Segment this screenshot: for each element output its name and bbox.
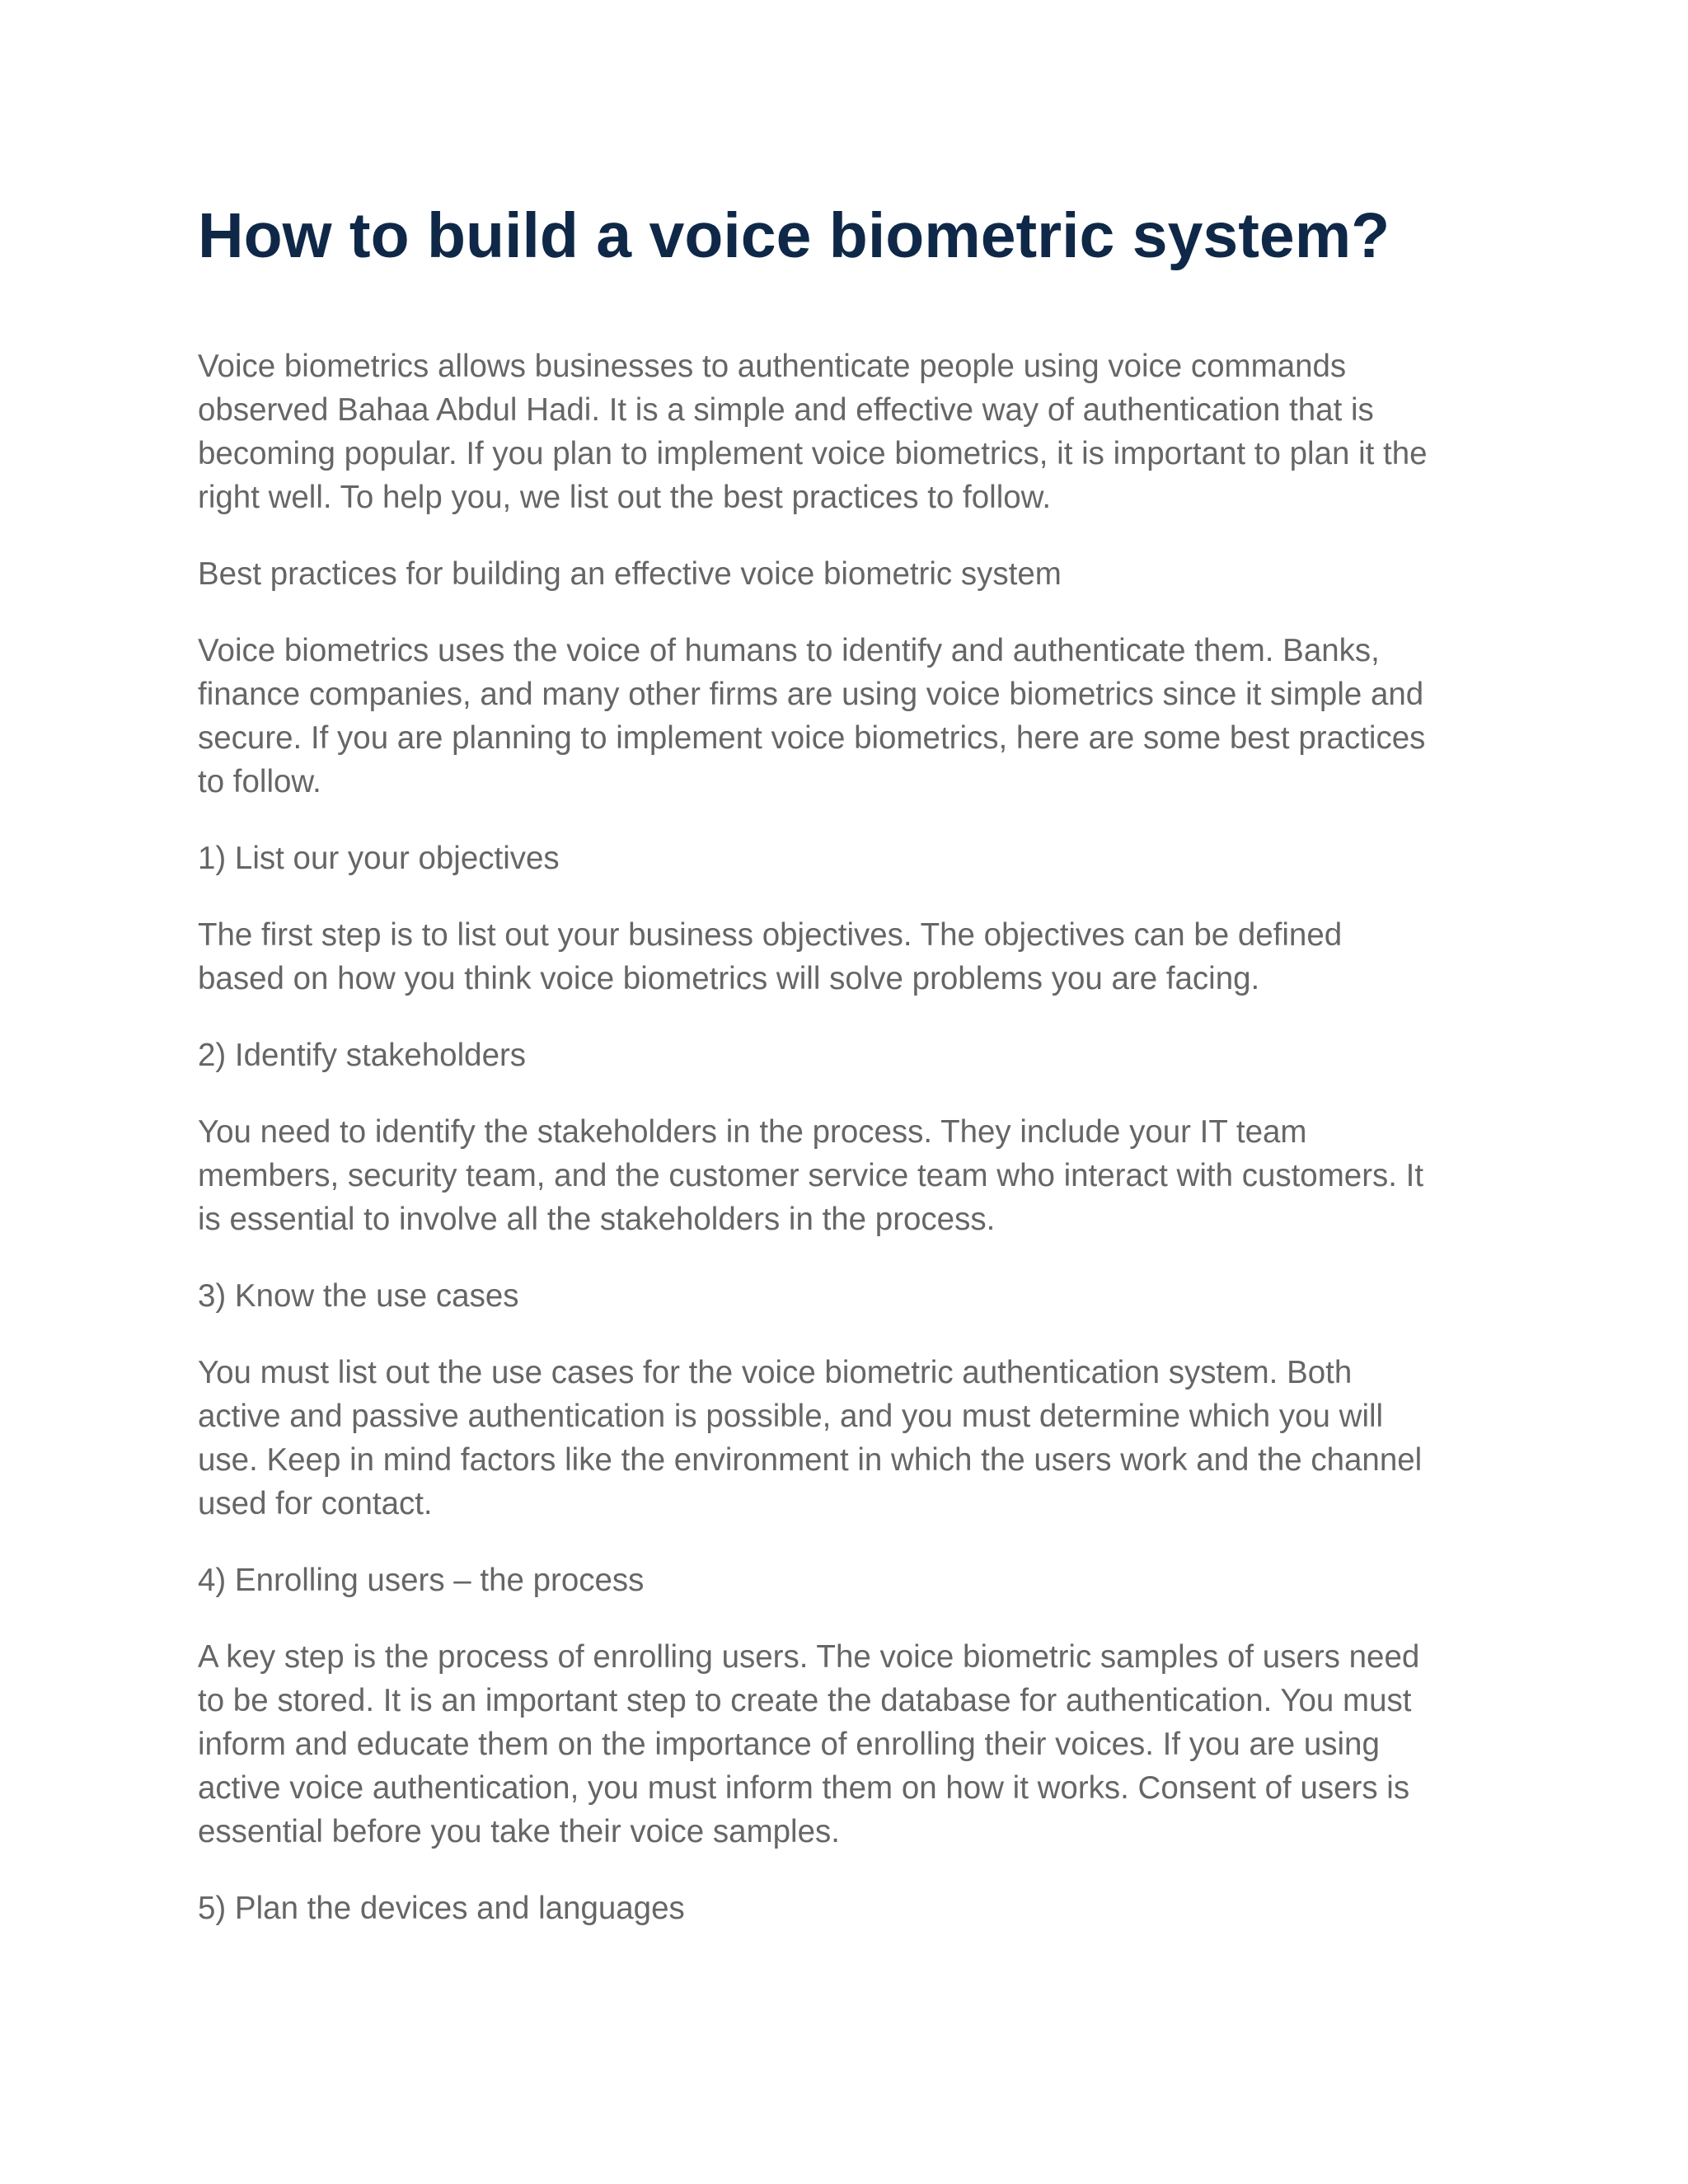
step-2-line: members, security team, and the customer service team who interact with customers. It — [198, 1158, 1424, 1193]
step-3-line: active and passive authentication is possible, and you must determine which you will — [198, 1399, 1384, 1434]
best-practices-line: finance companies, and many other firms are using voice biometrics since it simple and — [198, 677, 1424, 712]
best-practices-paragraph — [198, 629, 1484, 804]
step-4-line: inform and educate them on the importance of enrolling their voices. If you are using — [198, 1727, 1380, 1762]
best-practices-line: secure. If you are planning to implement voice biometrics, here are some best practices — [198, 720, 1426, 756]
step-1-heading: 1) List our your objectives — [198, 841, 560, 876]
step-2-line: You need to identify the stakeholders in the process. They include your IT team — [198, 1114, 1307, 1150]
step-5-heading: 5) Plan the devices and languages — [198, 1891, 685, 1926]
step-2-line: is essential to involve all the stakeholders in the process. — [198, 1202, 996, 1237]
best-practices-line: to follow. — [198, 764, 321, 799]
step-3-line: use. Keep in mind factors like the environment in which the users work and the channel — [198, 1442, 1423, 1478]
step-1-paragraph — [198, 913, 1484, 1001]
intro-line: right well. To help you, we list out the best practices to follow. — [198, 480, 1052, 515]
intro-line: Voice biometrics allows businesses to authenticate people using voice commands — [198, 349, 1347, 384]
document-body — [198, 344, 1484, 1930]
step-3-paragraph — [198, 1351, 1484, 1526]
document-title: How to build a voice biometric system? — [198, 200, 1390, 271]
intro-paragraph — [198, 344, 1484, 519]
step-4-heading: 4) Enrolling users – the process — [198, 1563, 645, 1598]
step-4-line: active voice authentication, you must inform them on how it works. Consent of users is — [198, 1770, 1410, 1806]
step-2-paragraph — [198, 1110, 1484, 1241]
best-practices-line: Voice biometrics uses the voice of humans to identify and authenticate them. Banks, — [198, 633, 1380, 668]
step-4-line: essential before you take their voice samples. — [198, 1814, 840, 1849]
step-1-line: based on how you think voice biometrics will solve problems you are facing. — [198, 961, 1260, 996]
step-4-line: to be stored. It is an important step to create the database for authentication. You must — [198, 1683, 1412, 1718]
step-3-heading: 3) Know the use cases — [198, 1278, 519, 1314]
intro-line: observed Bahaa Abdul Hadi. It is a simple and effective way of authentication that is — [198, 392, 1374, 428]
best-practices-heading: Best practices for building an effective voice biometric system — [198, 556, 1062, 592]
document-content — [198, 194, 1484, 1963]
step-4-line: A key step is the process of enrolling users. The voice biometric samples of users need — [198, 1639, 1420, 1675]
step-3-line: used for contact. — [198, 1486, 433, 1521]
step-3-line: You must list out the use cases for the voice biometric authentication system. Both — [198, 1355, 1353, 1390]
intro-line: becoming popular. If you plan to implement voice biometrics, it is important to plan it the — [198, 436, 1428, 471]
step-1-line: The first step is to list out your business objectives. The objectives can be defined — [198, 917, 1343, 953]
step-4-paragraph — [198, 1635, 1484, 1854]
step-2-heading: 2) Identify stakeholders — [198, 1038, 527, 1073]
